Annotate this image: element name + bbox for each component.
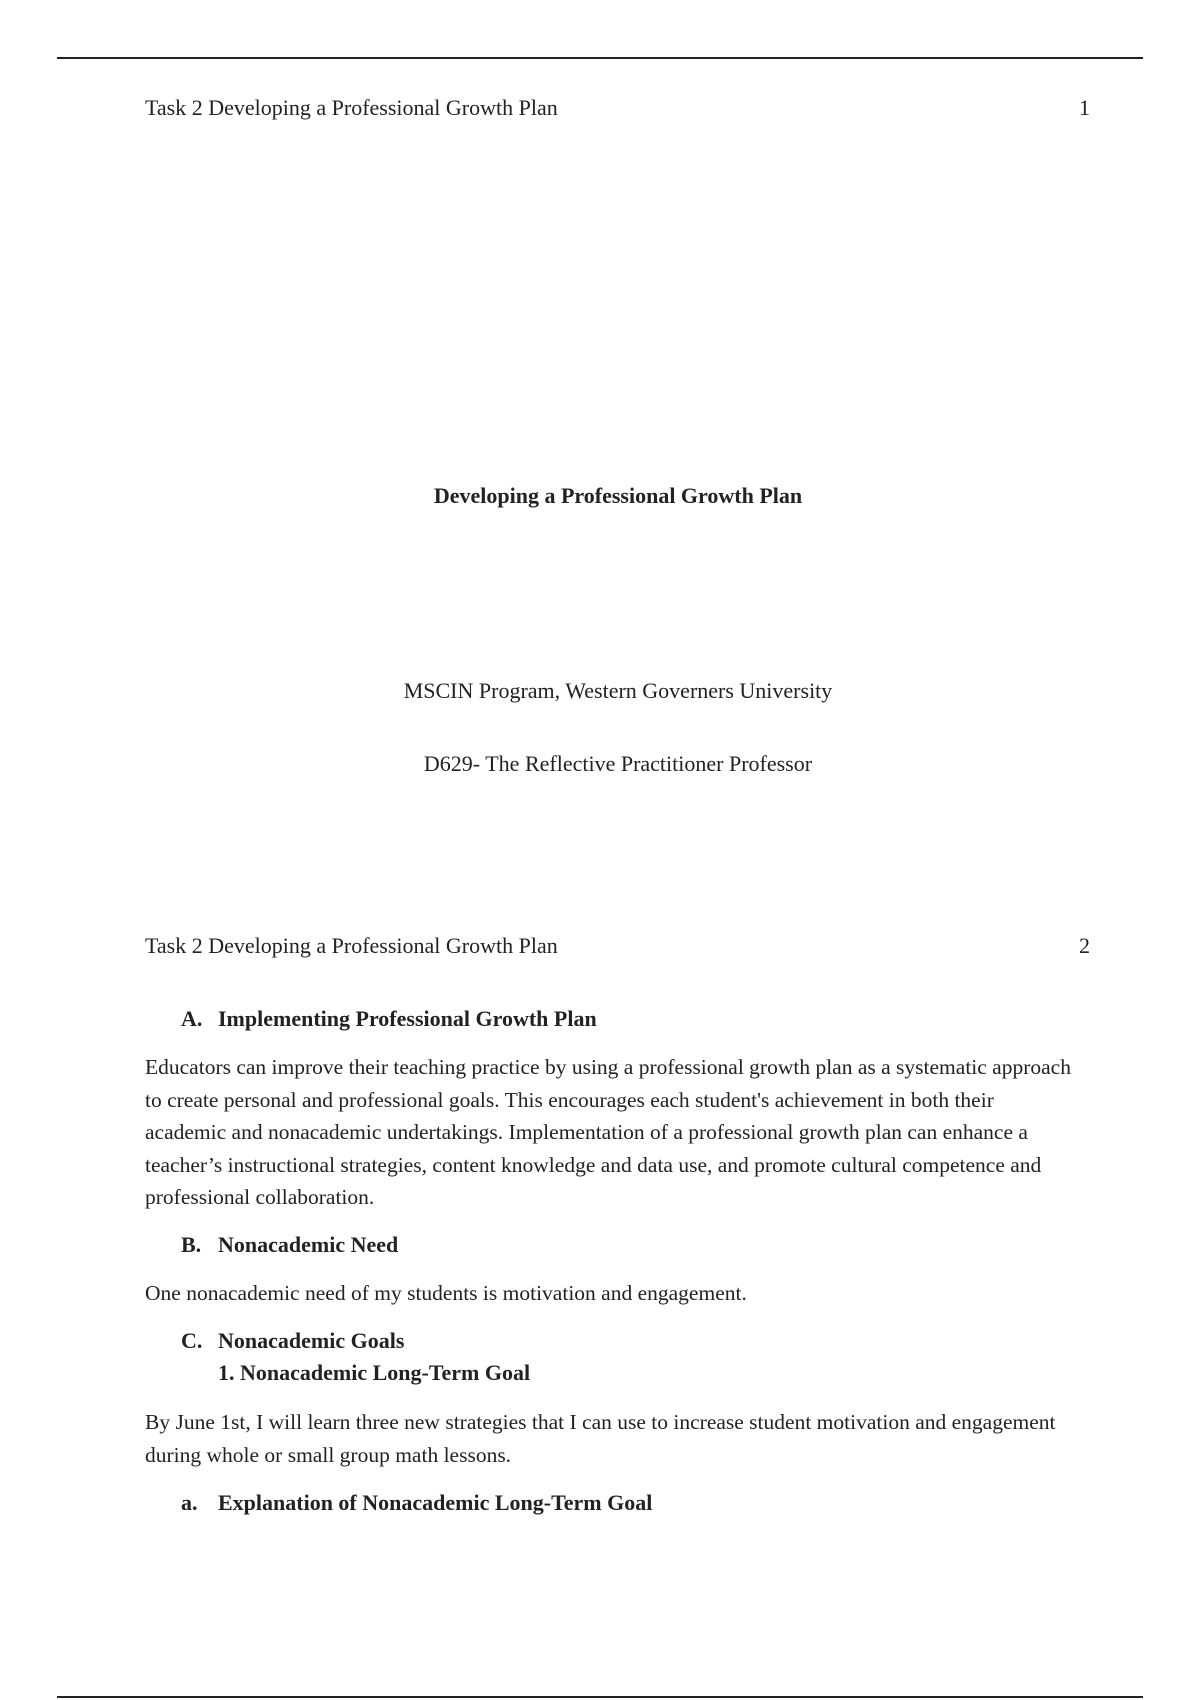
section-c-body: By June 1st, I will learn three new strategies that I can use to increase student motivation and engagement during whole or small group math lessons.	[145, 1410, 1056, 1467]
page-bottom-rule	[57, 1696, 1143, 1698]
page-number: 1	[1079, 95, 1090, 120]
running-head: Task 2 Developing a Professional Growth Plan	[145, 95, 558, 120]
section-title: Nonacademic Goals	[218, 1328, 405, 1353]
section-marker: a.	[181, 1490, 198, 1515]
section-title: Explanation of Nonacademic Long-Term Goal	[218, 1490, 653, 1515]
program-line: MSCIN Program, Western Governers University	[403, 678, 833, 703]
running-head: Task 2 Developing a Professional Growth Plan	[145, 933, 558, 958]
section-b-heading	[181, 1229, 398, 1261]
section-c-a-heading	[181, 1487, 652, 1519]
section-c-subheading: 1. Nonacademic Long-Term Goal	[218, 1360, 531, 1385]
section-c-heading	[181, 1325, 404, 1357]
section-b-body: One nonacademic need of my students is motivation and engagement.	[145, 1281, 747, 1305]
page-number: 2	[1079, 933, 1090, 958]
section-a-heading	[181, 1003, 597, 1035]
section-marker: A.	[181, 1006, 203, 1031]
course-line: D629- The Reflective Practitioner Professor	[423, 751, 813, 776]
page-2-header	[145, 931, 1090, 961]
document-title: Developing a Professional Growth Plan	[433, 483, 803, 508]
page-1-header	[145, 93, 1090, 123]
section-title: Implementing Professional Growth Plan	[218, 1006, 597, 1031]
section-marker: B.	[181, 1232, 202, 1257]
section-a-body: Educators can improve their teaching practice by using a professional growth plan as a systematic approach to create personal and professional goals. This encourages each student's achievement in both their academic and nonacademic undertakings. Implementation of a professional growth plan can enhance a teacher’s instructional strategies, content knowledge and data use, and promote cultural competence and professional collaboration.	[145, 1055, 1071, 1209]
section-marker: C.	[181, 1328, 203, 1353]
page-top-rule	[57, 57, 1143, 59]
section-title: Nonacademic Need	[218, 1232, 399, 1257]
